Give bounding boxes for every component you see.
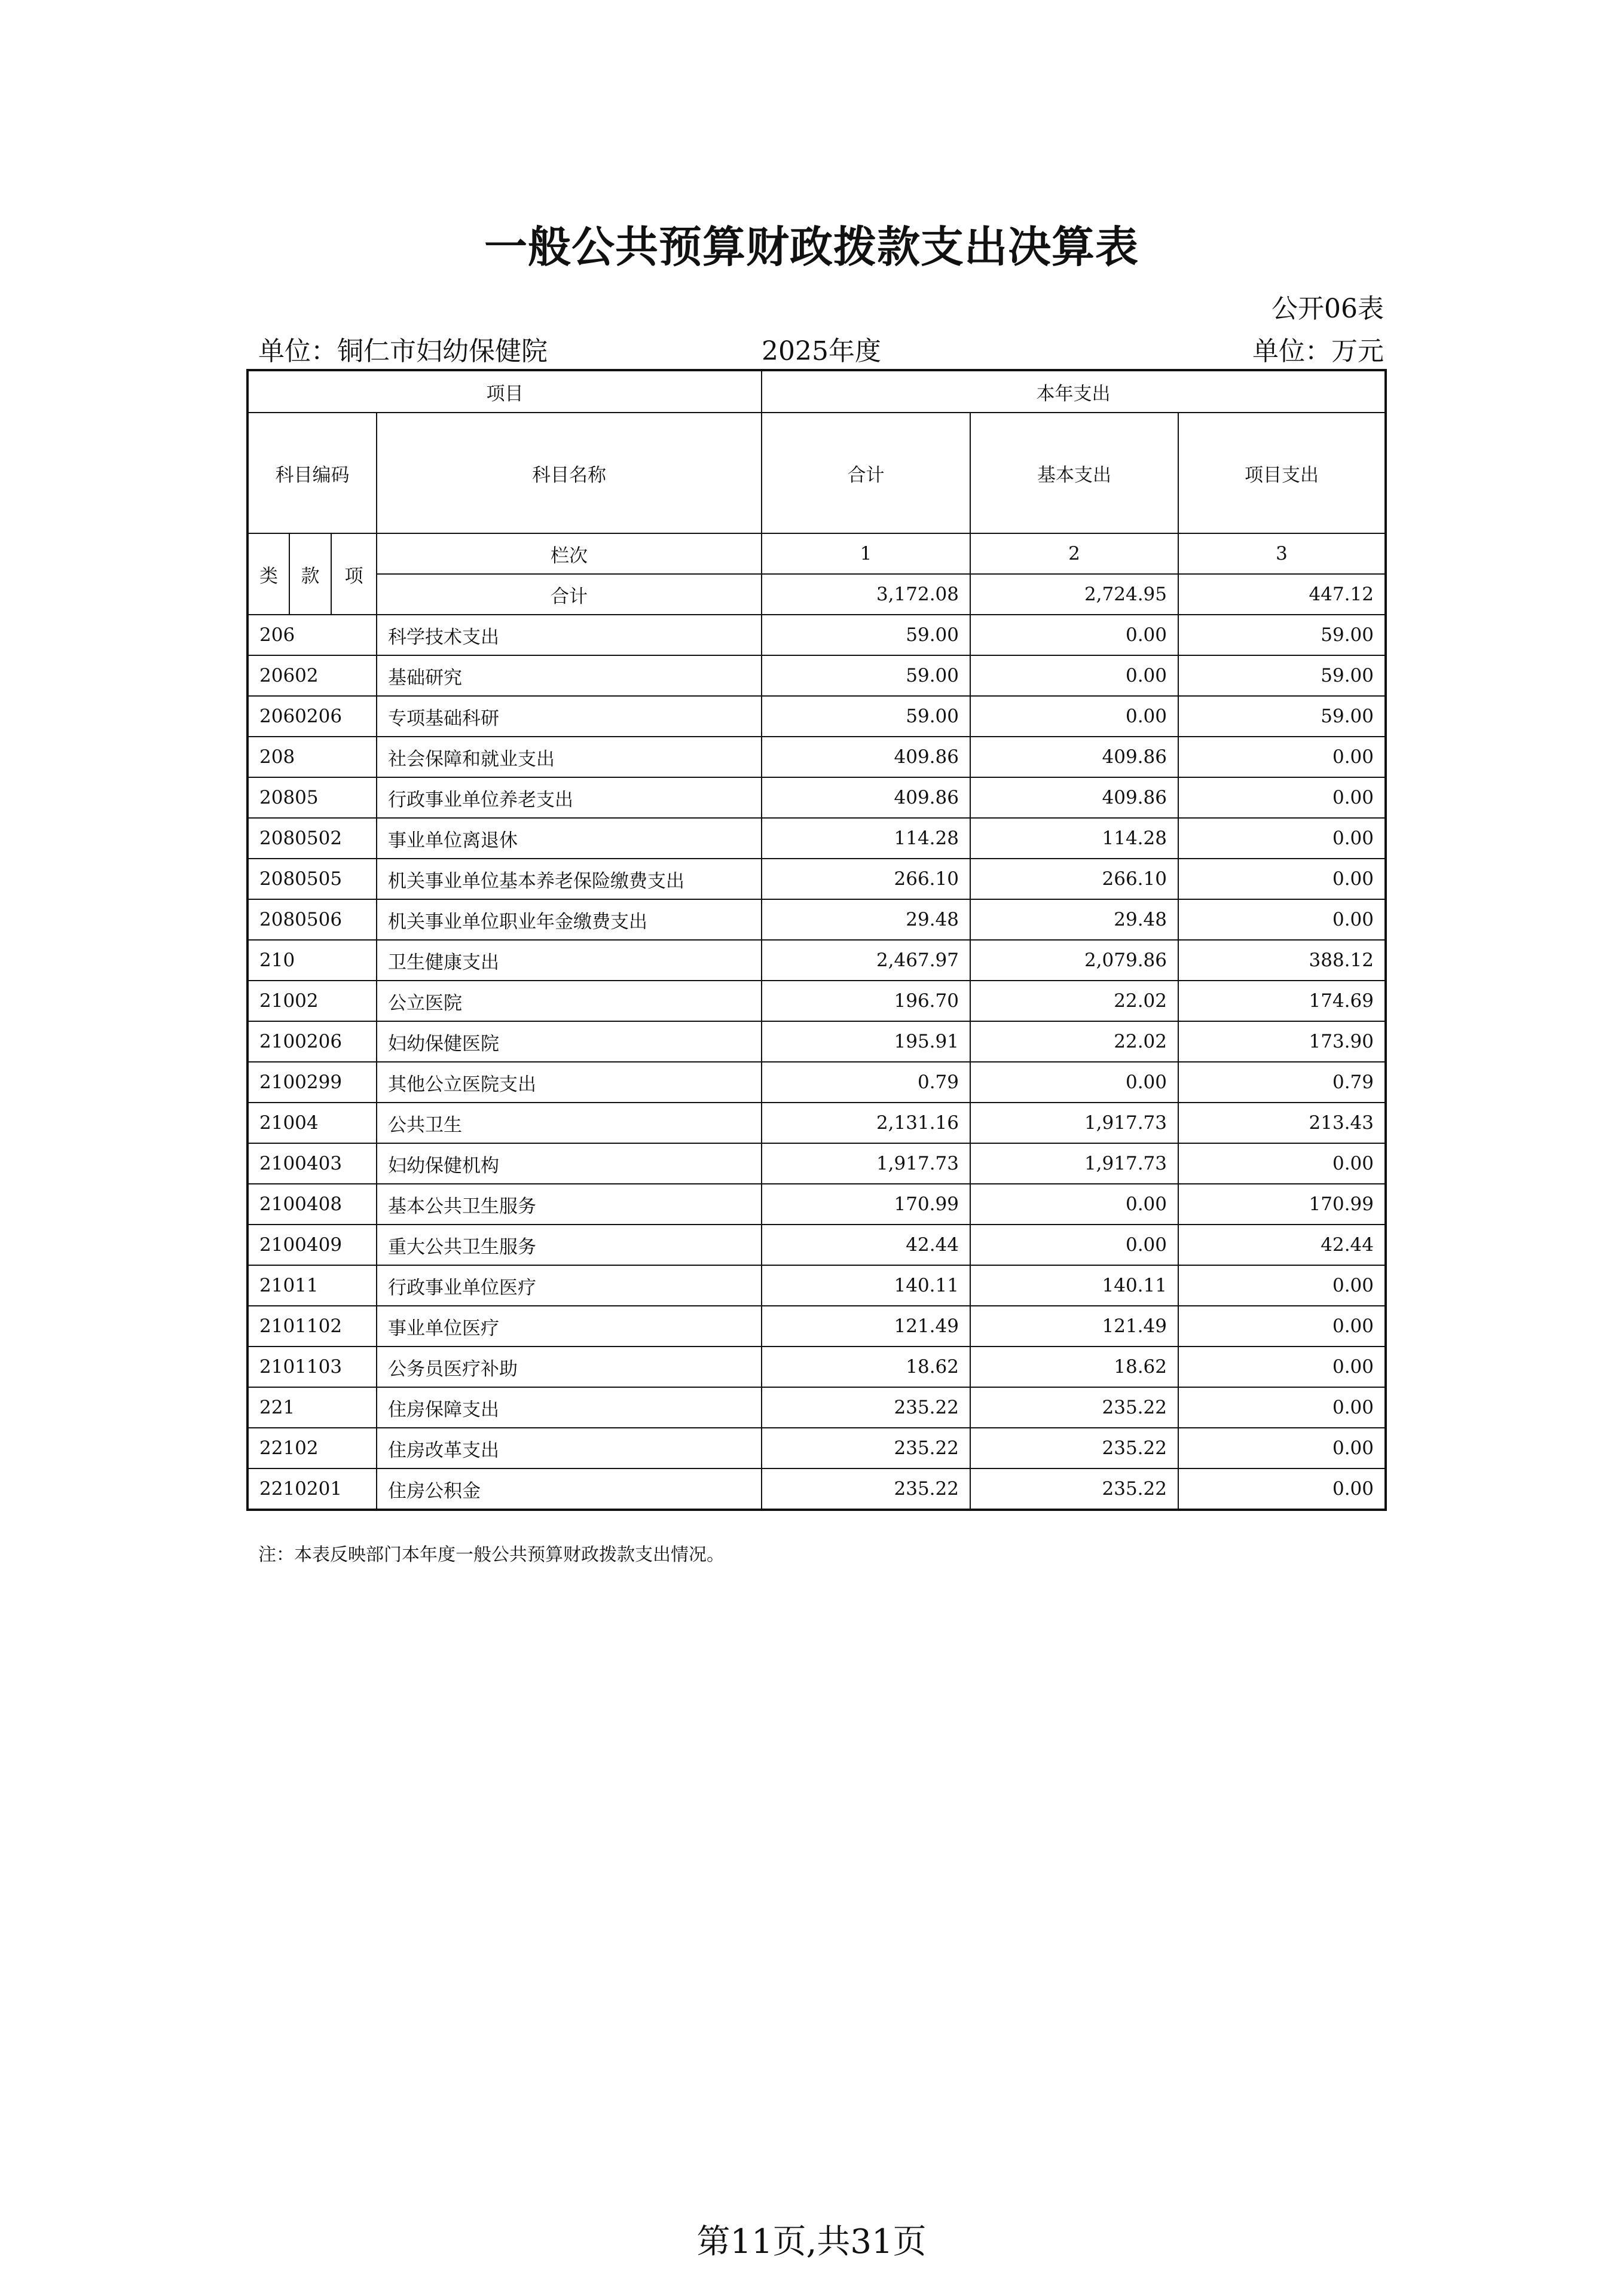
row-total: 140.11 — [762, 1265, 970, 1306]
expenditure-table — [246, 369, 1387, 1511]
row-basic: 409.86 — [970, 737, 1178, 777]
row-code: 2101103 — [247, 1347, 377, 1387]
header-lei: 类 — [247, 533, 289, 615]
row-project: 173.90 — [1178, 1021, 1386, 1062]
table-row — [247, 1428, 1386, 1468]
row-name: 重大公共卫生服务 — [377, 1225, 762, 1265]
row-project: 388.12 — [1178, 940, 1386, 981]
totals-project: 447.12 — [1178, 574, 1386, 615]
row-name: 社会保障和就业支出 — [377, 737, 762, 777]
table-row — [247, 655, 1386, 696]
header-current-year: 本年支出 — [762, 370, 1386, 413]
row-code: 22102 — [247, 1428, 377, 1468]
row-project: 0.79 — [1178, 1062, 1386, 1103]
row-basic: 1,917.73 — [970, 1143, 1178, 1184]
row-project: 0.00 — [1178, 1387, 1386, 1428]
row-basic: 140.11 — [970, 1265, 1178, 1306]
table-row — [247, 1468, 1386, 1510]
column-number-2: 2 — [970, 533, 1178, 574]
row-basic: 235.22 — [970, 1468, 1178, 1510]
header-total: 合计 — [762, 413, 970, 533]
row-project: 0.00 — [1178, 1347, 1386, 1387]
table-row — [247, 818, 1386, 859]
header-kuan: 款 — [289, 533, 331, 615]
table-row — [247, 1184, 1386, 1225]
row-basic: 121.49 — [970, 1306, 1178, 1347]
unit-organization: 单位：铜仁市妇幼保健院 — [258, 336, 548, 367]
row-project: 0.00 — [1178, 1306, 1386, 1347]
row-name: 基本公共卫生服务 — [377, 1184, 762, 1225]
row-total: 59.00 — [762, 615, 970, 655]
row-project: 59.00 — [1178, 696, 1386, 737]
row-name: 基础研究 — [377, 655, 762, 696]
row-basic: 29.48 — [970, 899, 1178, 940]
table-row — [247, 1143, 1386, 1184]
table-row — [247, 1225, 1386, 1265]
row-total: 1,917.73 — [762, 1143, 970, 1184]
row-total: 235.22 — [762, 1468, 970, 1510]
table-row — [247, 1347, 1386, 1387]
row-code: 2080506 — [247, 899, 377, 940]
table-row — [247, 1062, 1386, 1103]
row-name: 妇幼保健医院 — [377, 1021, 762, 1062]
row-project: 42.44 — [1178, 1225, 1386, 1265]
row-code: 21011 — [247, 1265, 377, 1306]
row-total: 409.86 — [762, 777, 970, 818]
row-code: 2210201 — [247, 1468, 377, 1510]
table-row — [247, 777, 1386, 818]
table-note: 注：本表反映部门本年度一般公共预算财政拨款支出情况。 — [258, 1544, 725, 1565]
row-name: 妇幼保健机构 — [377, 1143, 762, 1184]
row-total: 266.10 — [762, 859, 970, 899]
table-row — [247, 737, 1386, 777]
row-basic: 0.00 — [970, 696, 1178, 737]
currency-unit: 单位：万元 — [1252, 336, 1384, 367]
row-name: 事业单位离退休 — [377, 818, 762, 859]
row-project: 0.00 — [1178, 777, 1386, 818]
row-basic: 235.22 — [970, 1428, 1178, 1468]
header-xiang: 项 — [331, 533, 377, 615]
row-project: 0.00 — [1178, 1265, 1386, 1306]
row-name: 行政事业单位养老支出 — [377, 777, 762, 818]
row-project: 213.43 — [1178, 1103, 1386, 1143]
row-total: 59.00 — [762, 655, 970, 696]
row-code: 21004 — [247, 1103, 377, 1143]
row-basic: 0.00 — [970, 655, 1178, 696]
table-row — [247, 859, 1386, 899]
header-column-order: 栏次 — [377, 533, 762, 574]
row-name: 公共卫生 — [377, 1103, 762, 1143]
row-basic: 0.00 — [970, 1184, 1178, 1225]
row-name: 机关事业单位基本养老保险缴费支出 — [377, 859, 762, 899]
row-project: 0.00 — [1178, 1143, 1386, 1184]
row-basic: 114.28 — [970, 818, 1178, 859]
row-code: 2080505 — [247, 859, 377, 899]
totals-label: 合计 — [377, 574, 762, 615]
header-subject-name: 科目名称 — [377, 413, 762, 533]
row-total: 235.22 — [762, 1428, 970, 1468]
row-total: 121.49 — [762, 1306, 970, 1347]
row-code: 221 — [247, 1387, 377, 1428]
row-name: 行政事业单位医疗 — [377, 1265, 762, 1306]
row-name: 公务员医疗补助 — [377, 1347, 762, 1387]
row-code: 2100409 — [247, 1225, 377, 1265]
row-name: 住房改革支出 — [377, 1428, 762, 1468]
totals-total: 3,172.08 — [762, 574, 970, 615]
table-row — [247, 1103, 1386, 1143]
row-basic: 22.02 — [970, 1021, 1178, 1062]
row-total: 0.79 — [762, 1062, 970, 1103]
row-basic: 266.10 — [970, 859, 1178, 899]
table-row — [247, 899, 1386, 940]
header-project-exp: 项目支出 — [1178, 413, 1386, 533]
table-row — [247, 1265, 1386, 1306]
row-total: 2,131.16 — [762, 1103, 970, 1143]
row-project: 0.00 — [1178, 737, 1386, 777]
table-row — [247, 1306, 1386, 1347]
row-project: 0.00 — [1178, 859, 1386, 899]
row-basic: 0.00 — [970, 1225, 1178, 1265]
table-code: 公开06表 — [1271, 294, 1384, 324]
row-code: 2101102 — [247, 1306, 377, 1347]
row-code: 206 — [247, 615, 377, 655]
fiscal-year: 2025年度 — [762, 336, 881, 367]
table-row — [247, 940, 1386, 981]
row-basic: 235.22 — [970, 1387, 1178, 1428]
row-code: 2100408 — [247, 1184, 377, 1225]
row-code: 2100206 — [247, 1021, 377, 1062]
row-basic: 18.62 — [970, 1347, 1178, 1387]
header-subject-code: 科目编码 — [247, 413, 377, 533]
page-title: 一般公共预算财政拨款支出决算表 — [484, 222, 1139, 272]
row-project: 170.99 — [1178, 1184, 1386, 1225]
row-project: 59.00 — [1178, 655, 1386, 696]
column-number-3: 3 — [1178, 533, 1386, 574]
row-name: 公立医院 — [377, 981, 762, 1021]
table-row — [247, 615, 1386, 655]
row-project: 0.00 — [1178, 1428, 1386, 1468]
row-basic: 0.00 — [970, 615, 1178, 655]
row-total: 18.62 — [762, 1347, 970, 1387]
header-basic: 基本支出 — [970, 413, 1178, 533]
row-name: 住房公积金 — [377, 1468, 762, 1510]
row-code: 20805 — [247, 777, 377, 818]
row-project: 0.00 — [1178, 899, 1386, 940]
header-project: 项目 — [247, 370, 762, 413]
row-code: 208 — [247, 737, 377, 777]
row-total: 235.22 — [762, 1387, 970, 1428]
row-code: 2060206 — [247, 696, 377, 737]
row-total: 2,467.97 — [762, 940, 970, 981]
row-name: 其他公立医院支出 — [377, 1062, 762, 1103]
row-total: 170.99 — [762, 1184, 970, 1225]
table-row — [247, 696, 1386, 737]
row-code: 2100299 — [247, 1062, 377, 1103]
row-basic: 0.00 — [970, 1062, 1178, 1103]
row-code: 20602 — [247, 655, 377, 696]
row-name: 卫生健康支出 — [377, 940, 762, 981]
row-basic: 22.02 — [970, 981, 1178, 1021]
row-code: 21002 — [247, 981, 377, 1021]
row-project: 59.00 — [1178, 615, 1386, 655]
row-name: 事业单位医疗 — [377, 1306, 762, 1347]
row-basic: 409.86 — [970, 777, 1178, 818]
row-name: 科学技术支出 — [377, 615, 762, 655]
table-row — [247, 1021, 1386, 1062]
row-name: 专项基础科研 — [377, 696, 762, 737]
row-total: 29.48 — [762, 899, 970, 940]
page-footer: 第11页,共31页 — [696, 2222, 927, 2261]
table-row — [247, 1387, 1386, 1428]
column-number-1: 1 — [762, 533, 970, 574]
totals-basic: 2,724.95 — [970, 574, 1178, 615]
totals-row — [247, 574, 1386, 615]
row-project: 0.00 — [1178, 818, 1386, 859]
row-total: 195.91 — [762, 1021, 970, 1062]
row-total: 114.28 — [762, 818, 970, 859]
row-code: 2080502 — [247, 818, 377, 859]
row-name: 机关事业单位职业年金缴费支出 — [377, 899, 762, 940]
table-row — [247, 981, 1386, 1021]
row-total: 59.00 — [762, 696, 970, 737]
row-basic: 1,917.73 — [970, 1103, 1178, 1143]
row-total: 42.44 — [762, 1225, 970, 1265]
row-basic: 2,079.86 — [970, 940, 1178, 981]
row-name: 住房保障支出 — [377, 1387, 762, 1428]
row-code: 210 — [247, 940, 377, 981]
row-total: 196.70 — [762, 981, 970, 1021]
row-project: 174.69 — [1178, 981, 1386, 1021]
row-project: 0.00 — [1178, 1468, 1386, 1510]
row-total: 409.86 — [762, 737, 970, 777]
row-code: 2100403 — [247, 1143, 377, 1184]
